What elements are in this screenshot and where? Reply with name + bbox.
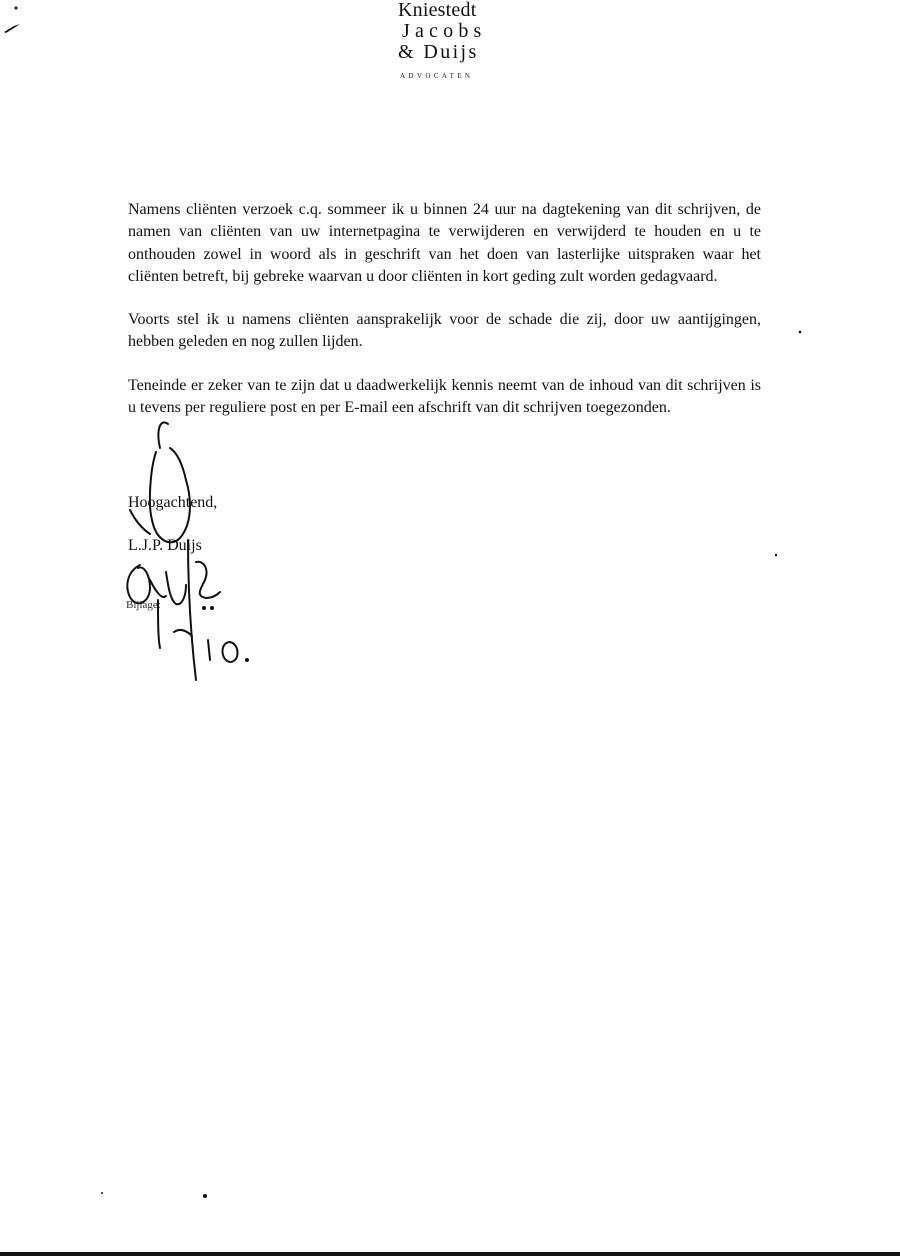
- firm-subtitle: ADVOCATEN: [400, 72, 474, 80]
- paragraph-summons: Namens cliënten verzoek c.q. sommeer ik u binnen 24 uur na dagtekening van dit schrijven, de namen van cliënten van uw internetpagina te verwijderen en verwijderd te houden en u te onthouden zowel in woord als in geschrift van het doen van lasterlijke uitspraken waar het cliënten betreft, bij gebreke waarvan u door cliënten in kort geding zult worden gedagvaard.: [128, 201, 761, 285]
- page-bottom-edge: [0, 1252, 900, 1256]
- firm-name-line-1: Kniestedt: [398, 0, 477, 21]
- attachment-label: Bijlage:: [126, 599, 161, 611]
- paragraph-copy-notice: Teneinde er zeker van te zijn dat u daadwerkelijk kennis neemt van de inhoud van dit schrijven is u tevens per reguliere post en per E-mail een afschrift van dit schrijven toegezonden.: [128, 376, 761, 417]
- author-name: L.J.P. Duijs: [128, 537, 202, 554]
- letterhead: [398, 0, 508, 80]
- firm-name-line-2: Jacobs: [402, 20, 487, 42]
- closing-salutation: Hoogachtend,: [128, 494, 218, 511]
- firm-name-line-3: & Duijs: [398, 41, 479, 63]
- paragraph-liability: Voorts stel ik u namens cliënten aansprakelijk voor de schade die zij, door uw aantijgingen, hebben geleden en nog zullen lijden.: [128, 311, 761, 351]
- letter-body: [128, 199, 761, 419]
